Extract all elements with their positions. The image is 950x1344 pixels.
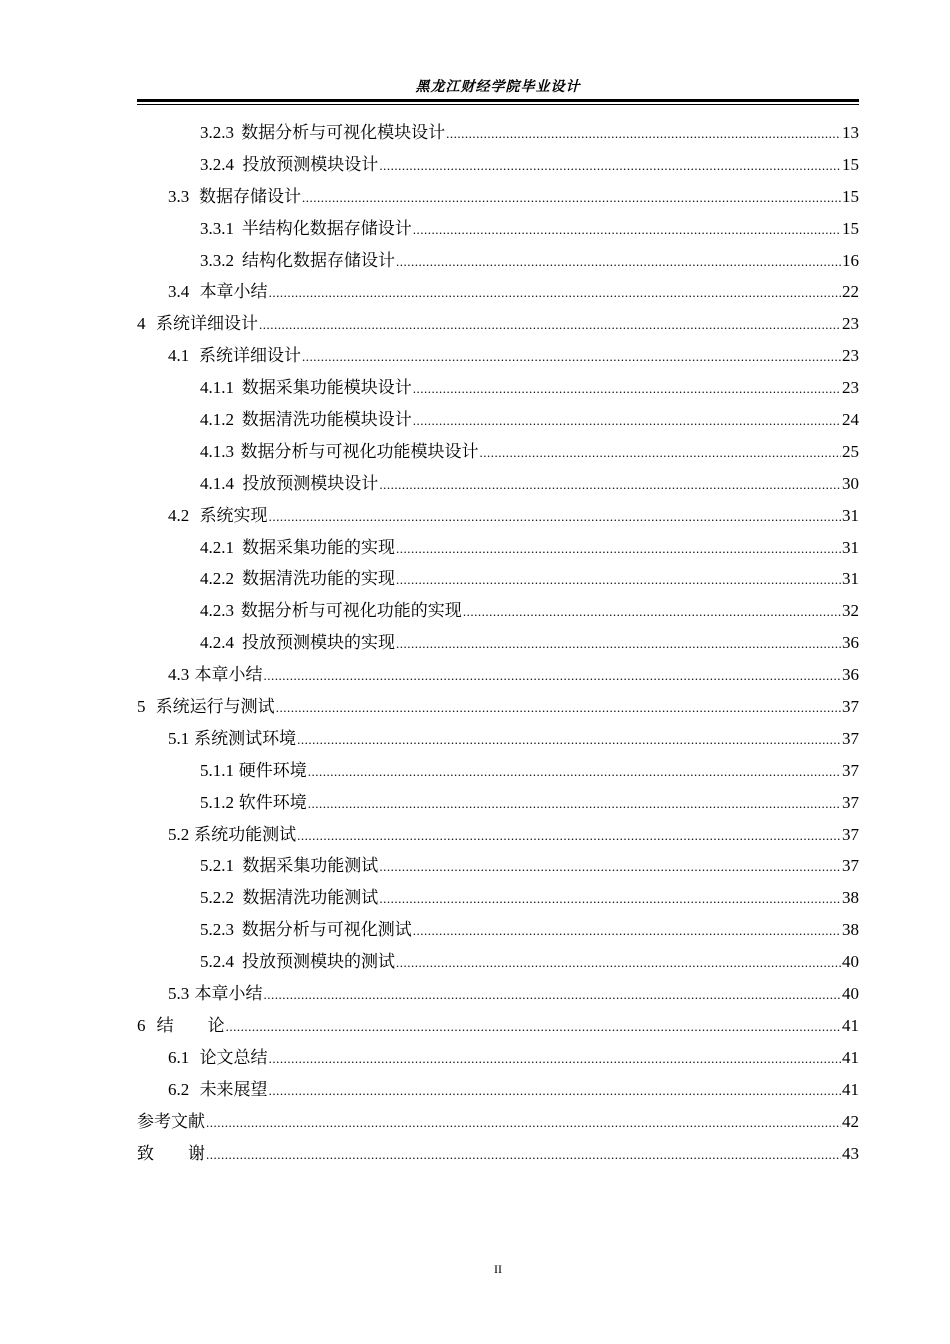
toc-dot-leader: [269, 277, 841, 309]
toc-dot-leader: [379, 851, 841, 883]
toc-entry-title: 数据分析与可视化功能模块设计: [240, 441, 479, 461]
toc-entry-number: 5.2: [168, 824, 190, 844]
toc-entry-title: 系统实现: [199, 505, 268, 525]
toc-dot-leader: [379, 883, 841, 915]
page-header-title: 黑龙江财经学院毕业设计: [415, 79, 581, 95]
toc-entry-page: 37: [842, 760, 859, 780]
toc-entry-number: 5.3: [168, 984, 190, 1004]
header-rule-thin: [137, 104, 859, 105]
toc-dot-leader: [269, 1075, 841, 1107]
toc-entry-title: 硬件环境: [238, 760, 307, 780]
toc-dot-leader: [263, 979, 841, 1011]
toc-entry-number: 5.1.2: [200, 792, 234, 812]
toc-entry-title: 论文总结: [199, 1047, 268, 1067]
toc-entry[interactable]: [137, 1042, 859, 1074]
toc-entry-number: 3.4: [168, 282, 190, 302]
toc-entry[interactable]: [137, 946, 859, 978]
header-rule-thick: [137, 99, 859, 102]
toc-entry[interactable]: [137, 755, 859, 787]
toc-entry[interactable]: [137, 595, 859, 627]
toc-entry-number: 4.2: [168, 505, 190, 525]
toc-entry-title: 本章小结: [194, 984, 263, 1004]
toc-entry-page: 40: [842, 984, 859, 1004]
toc-dot-leader: [302, 341, 841, 373]
toc-entry-number: 4.2.2: [200, 569, 234, 589]
toc-entry-number: 5: [137, 697, 146, 717]
toc-entry[interactable]: [137, 627, 859, 659]
toc-entry-title: 投放预测模块的实现: [242, 633, 396, 653]
toc-entry-number: 3.3.1: [200, 218, 234, 238]
toc-entry[interactable]: [137, 1074, 859, 1106]
table-of-contents: [137, 117, 859, 1169]
toc-dot-leader: [396, 246, 841, 278]
toc-dot-leader: [446, 118, 841, 150]
toc-entry[interactable]: [137, 436, 859, 468]
toc-entry-number: 3.2.4: [200, 154, 234, 174]
toc-entry-page: 40: [842, 952, 859, 972]
toc-entry-number: 4.1: [168, 346, 190, 366]
toc-entry-title: 数据采集功能模块设计: [241, 378, 412, 398]
toc-entry[interactable]: [137, 213, 859, 245]
toc-entry[interactable]: [137, 882, 859, 914]
toc-entry-number: 4: [137, 314, 146, 334]
toc-entry-number: 4.2.3: [200, 601, 234, 621]
toc-entry[interactable]: [137, 276, 859, 308]
toc-dot-leader: [302, 182, 841, 214]
toc-entry[interactable]: [137, 978, 859, 1010]
toc-entry[interactable]: [137, 1106, 859, 1138]
toc-entry-number: 4.1.4: [200, 473, 234, 493]
toc-dot-leader: [413, 214, 841, 246]
toc-entry[interactable]: [137, 468, 859, 500]
toc-entry-number: 4.2.1: [200, 537, 234, 557]
toc-entry-page: 25: [842, 441, 859, 461]
toc-entry-number: 5.1: [168, 728, 190, 748]
page-number: II: [494, 1262, 502, 1276]
toc-entry-title: 结构化数据存储设计: [242, 250, 396, 270]
toc-entry-title: 数据分析与可视化模块设计: [241, 123, 446, 142]
toc-entry-page: 37: [842, 824, 859, 844]
toc-entry-page: 31: [842, 537, 859, 557]
toc-dot-leader: [480, 437, 841, 469]
toc-entry-page: 32: [842, 601, 859, 621]
toc-entry[interactable]: [137, 149, 859, 181]
toc-entry-page: 38: [842, 920, 859, 940]
toc-entry[interactable]: [137, 117, 859, 149]
toc-entry-number: 5.2.1: [200, 856, 234, 876]
toc-entry-page: 31: [842, 505, 859, 525]
toc-entry-title: 半结构化数据存储设计: [241, 218, 412, 238]
toc-entry-page: 23: [842, 346, 859, 366]
toc-entry[interactable]: [137, 723, 859, 755]
toc-entry-page: 15: [842, 218, 859, 238]
toc-entry[interactable]: [137, 372, 859, 404]
toc-dot-leader: [413, 915, 841, 947]
toc-entry-page: 41: [842, 1047, 859, 1067]
toc-entry-number: 4.2.4: [200, 633, 234, 653]
toc-entry-title: 数据分析与可视化测试: [241, 920, 412, 940]
toc-dot-leader: [206, 1107, 841, 1139]
toc-entry-page: 30: [842, 473, 859, 493]
toc-entry-title: 数据采集功能测试: [242, 856, 379, 876]
toc-entry-page: 23: [842, 378, 859, 398]
toc-entry-title: 数据清洗功能测试: [242, 888, 379, 908]
toc-entry-number: 5.2.4: [200, 952, 234, 972]
toc-entry-page: 37: [842, 792, 859, 812]
toc-dot-leader: [379, 469, 841, 501]
toc-entry[interactable]: [137, 308, 859, 340]
toc-dot-leader: [206, 1139, 841, 1171]
toc-entry-title: 投放预测模块的测试: [242, 952, 396, 972]
toc-entry-page: 15: [842, 186, 859, 206]
toc-entry-page: 36: [842, 633, 859, 653]
toc-entry-number: 5.2.3: [200, 920, 234, 940]
toc-entry-title: 投放预测模块设计: [242, 154, 379, 174]
toc-entry-page: 37: [842, 728, 859, 748]
toc-dot-leader: [276, 692, 841, 724]
toc-dot-leader: [297, 724, 841, 756]
toc-dot-leader: [413, 373, 841, 405]
toc-entry-title: 系统详细设计: [155, 314, 258, 334]
toc-entry[interactable]: [137, 1138, 859, 1170]
toc-entry[interactable]: [137, 691, 859, 723]
toc-entry[interactable]: [137, 850, 859, 882]
toc-entry-page: 42: [842, 1111, 859, 1131]
toc-entry-page: 24: [842, 410, 859, 430]
toc-entry-title: 系统详细设计: [198, 346, 301, 366]
toc-dot-leader: [379, 150, 841, 182]
toc-dot-leader: [269, 501, 841, 533]
toc-entry-number: 4.1.1: [200, 378, 234, 398]
toc-entry-page: 41: [842, 1079, 859, 1099]
toc-entry[interactable]: [137, 340, 859, 372]
toc-entry-title: 系统功能测试: [194, 824, 297, 844]
toc-entry-number: 6: [137, 1015, 146, 1035]
toc-dot-leader: [226, 1011, 841, 1043]
toc-dot-leader: [269, 1043, 841, 1075]
toc-entry-page: 22: [842, 282, 859, 302]
toc-entry-title: 结 论: [156, 1015, 225, 1035]
toc-entry-page: 37: [842, 697, 859, 717]
toc-entry-title: 数据采集功能的实现: [242, 537, 396, 557]
toc-entry[interactable]: [137, 1010, 859, 1042]
toc-entry-page: 13: [842, 123, 859, 142]
toc-entry-page: 31: [842, 569, 859, 589]
toc-dot-leader: [413, 405, 841, 437]
toc-entry-page: 43: [842, 1143, 859, 1163]
toc-entry-title: 致 谢: [137, 1143, 205, 1163]
toc-entry-title: 未来展望: [199, 1079, 268, 1099]
toc-dot-leader: [308, 756, 841, 788]
toc-entry-number: 3.3.2: [200, 250, 234, 270]
toc-entry-title: 参考文献: [137, 1111, 205, 1131]
toc-entry-number: 4.1.2: [200, 410, 234, 430]
toc-entry-title: 投放预测模块设计: [242, 473, 379, 493]
toc-dot-leader: [396, 628, 841, 660]
toc-entry[interactable]: [137, 819, 859, 851]
toc-entry-page: 41: [842, 1015, 859, 1035]
toc-dot-leader: [259, 309, 841, 341]
toc-entry-number: 4.1.3: [200, 441, 234, 461]
toc-entry-page: 16: [842, 250, 859, 270]
toc-entry[interactable]: [137, 404, 859, 436]
toc-entry-title: 本章小结: [194, 665, 263, 685]
toc-entry[interactable]: [137, 787, 859, 819]
toc-entry-page: 37: [842, 856, 859, 876]
toc-entry-title: 数据清洗功能的实现: [242, 569, 396, 589]
toc-entry-title: 软件环境: [238, 792, 307, 812]
toc-entry-number: 5.1.1: [200, 760, 234, 780]
toc-dot-leader: [396, 533, 841, 565]
toc-entry-number: 6.1: [168, 1047, 190, 1067]
toc-dot-leader: [297, 820, 841, 852]
toc-entry-number: 6.2: [168, 1079, 190, 1099]
toc-dot-leader: [263, 660, 841, 692]
toc-entry-title: 数据清洗功能模块设计: [241, 410, 412, 430]
toc-dot-leader: [308, 788, 841, 820]
toc-entry[interactable]: [137, 500, 859, 532]
toc-entry-number: 3.2.3: [200, 123, 234, 142]
toc-entry-title: 本章小结: [199, 282, 268, 302]
toc-entry[interactable]: [137, 914, 859, 946]
toc-dot-leader: [396, 947, 841, 979]
toc-entry[interactable]: [137, 659, 859, 691]
toc-entry-page: 36: [842, 665, 859, 685]
toc-dot-leader: [463, 596, 841, 628]
toc-entry[interactable]: [137, 181, 859, 213]
toc-entry-page: 15: [842, 154, 859, 174]
toc-entry-title: 系统运行与测试: [155, 697, 275, 717]
toc-entry-page: 38: [842, 888, 859, 908]
toc-dot-leader: [396, 564, 841, 596]
toc-entry-number: 3.3: [168, 186, 190, 206]
toc-entry-title: 系统测试环境: [194, 728, 297, 748]
toc-entry-title: 数据分析与可视化功能的实现: [240, 601, 462, 621]
toc-entry-page: 23: [842, 314, 859, 334]
toc-entry[interactable]: [137, 245, 859, 277]
toc-entry-title: 数据存储设计: [198, 186, 301, 206]
toc-entry[interactable]: [137, 532, 859, 564]
toc-entry[interactable]: [137, 563, 859, 595]
toc-entry-number: 4.3: [168, 665, 190, 685]
toc-entry-number: 5.2.2: [200, 888, 234, 908]
